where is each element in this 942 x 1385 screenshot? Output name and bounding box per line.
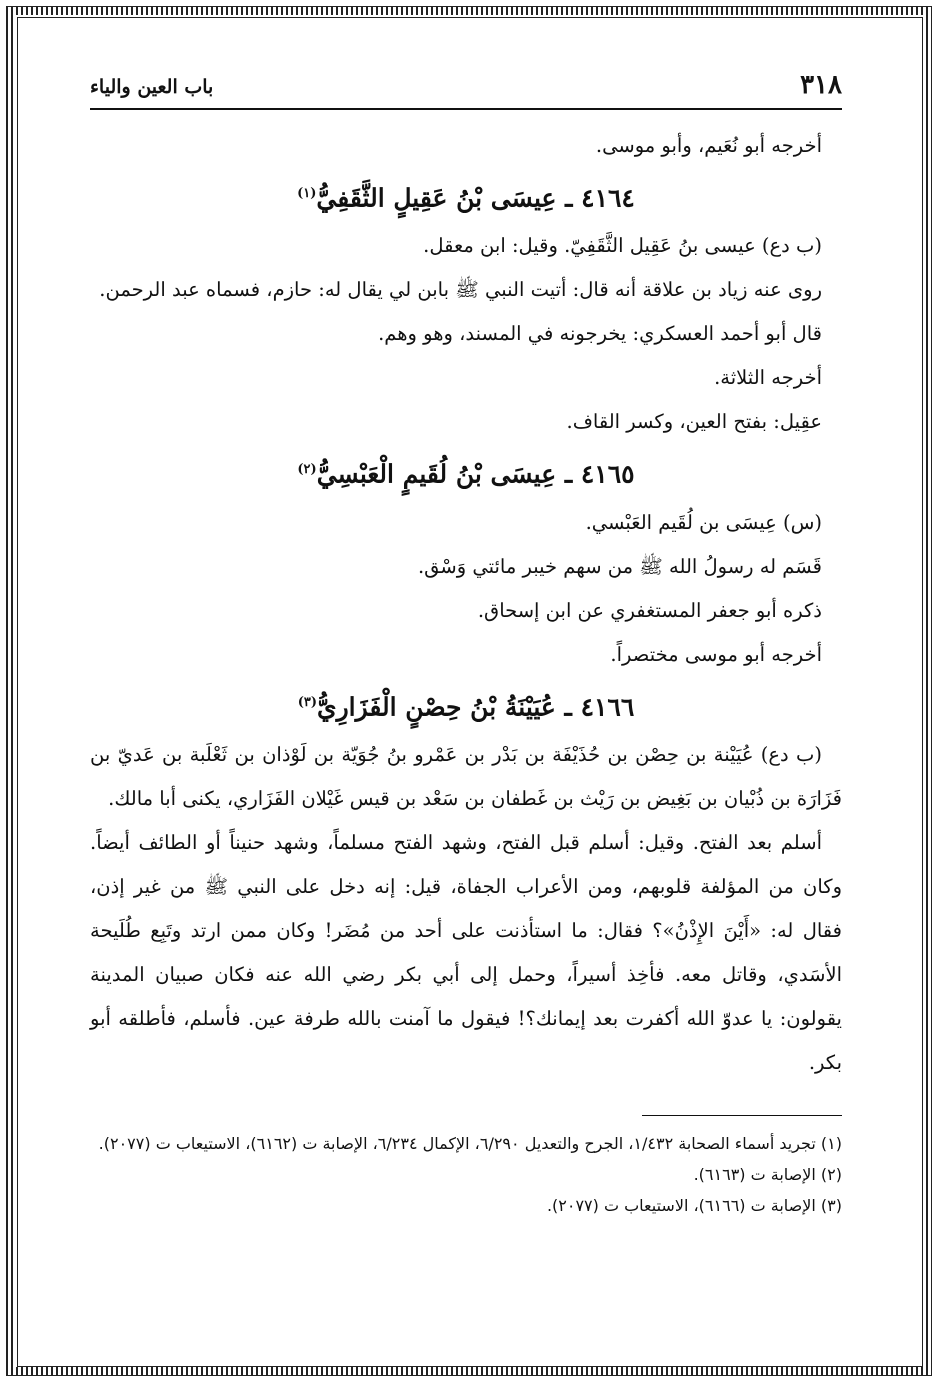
entry-title: ٤١٦٦ ـ عُيَيْنَةُ بْنُ حِصْنٍ الْفَزَارِيُّ — [317, 691, 635, 721]
entry-heading-4166 — [90, 677, 842, 733]
running-header — [90, 70, 842, 110]
entry-heading-4165 — [90, 444, 842, 500]
page-content — [90, 70, 842, 1221]
footnote: (١) تجريد أسماء الصحابة ١/٤٣٢، الجرح والتعديل ٦/٢٩٠، الإكمال ٦/٢٣٤، الإصابة ت (٦١٦٢)، الاستيعاب ت (٢٠٧٧). — [98, 1133, 842, 1153]
paragraph: (ب دع) عُيَيْنة بن حِصْن بن حُذَيْفَة بن بَدْر بن عَمْرو بنُ جُوَيّة بن لَوْذان بن ثَعْلَبة بن عَديّ بن فَزَارَة بن ذُبْيان بن بَغِيض بن رَيْث بن غَطفان بن سَعْد بن قيس غَيْلان الفَزَاري، يكنى أبا مالك. — [90, 742, 842, 810]
footnote: (٣) الإصابة ت (٦١٦٦)، الاستيعاب ت (٢٠٧٧). — [546, 1195, 842, 1215]
entry-heading-4164 — [90, 168, 842, 224]
footnote-ref: (١) — [297, 186, 317, 201]
page-number: ٣١٨ — [800, 70, 842, 100]
paragraph: (ب دع) عيسى بنُ عَقِيل الثَّقَفِيّ. وقيل: ابن معقل. — [423, 234, 822, 258]
paragraph: (س) عِيسَى بن لُقَيم العَبْسي. — [585, 510, 822, 534]
footnote-ref: (٢) — [297, 462, 317, 478]
paragraph: قَسَم له رسولُ الله ﷺ من سهم خيبر مائتي وَسْق. — [417, 554, 822, 578]
paragraph: عقِيل: بفتح العين، وكسر القاف. — [566, 410, 822, 434]
paragraph: روى عنه زياد بن علاقة أنه قال: أتيت النبي ﷺ بابن لي يقال له: حازم، فسماه عبد الرحمن. — [99, 278, 822, 302]
paragraph: أخرجه أبو نُعَيم، وأبو موسى. — [595, 134, 822, 157]
paragraph: قال أبو أحمد العسكري: يخرجونه في المسند، وهو وهم. — [378, 322, 822, 346]
paragraph: أخرجه أبو موسى مختصراً. — [610, 642, 822, 666]
footnotes — [90, 1128, 842, 1221]
entry-title: ٤١٦٤ ـ عِيسَى بْنُ عَقِيلٍ الثَّقَفِيُّ — [316, 183, 635, 213]
chapter-title: باب العين والياء — [90, 76, 214, 98]
footnote-separator — [642, 1115, 842, 1116]
footnote-ref: (٣) — [297, 694, 318, 710]
paragraph: أسلم بعد الفتح. وقيل: أسلم قبل الفتح، وشهد الفتح مسلماً، وشهد حنيناً أو الطائف أيضاً. وكان من المؤلفة قلوبهم، ومن الأعراب الجفاة، قيل: إنه دخل على النبي ﷺ من غير إذن، فقال له: «أَيْنَ الإِذْنُ»؟ فقال: ما استأذنت على أحد من مُضَر! وكان ممن ارتد وتَبِع طُلَيحة الأسَدي، وقاتل معه. فأخِذ أسيراً، وحمل إلى أبي بكر رضي الله عنه فكان صبيان المدينة يقولون: يا عدوّ الله أكفرت بعد إيمانك؟! فيقول ما آمنت بالله طرفة عين. فأسلم، فأطلقه أبو بكر. — [90, 830, 842, 1074]
paragraph: أخرجه الثلاثة. — [714, 366, 822, 390]
footnote: (٢) الإصابة ت (٦١٦٣). — [693, 1164, 842, 1184]
entry-title: ٤١٦٥ ـ عِيسَى بْنُ لُقَيمٍ الْعَبْسِيُّ — [316, 459, 635, 489]
paragraph: ذكره أبو جعفر المستغفري عن ابن إسحاق. — [477, 598, 822, 622]
